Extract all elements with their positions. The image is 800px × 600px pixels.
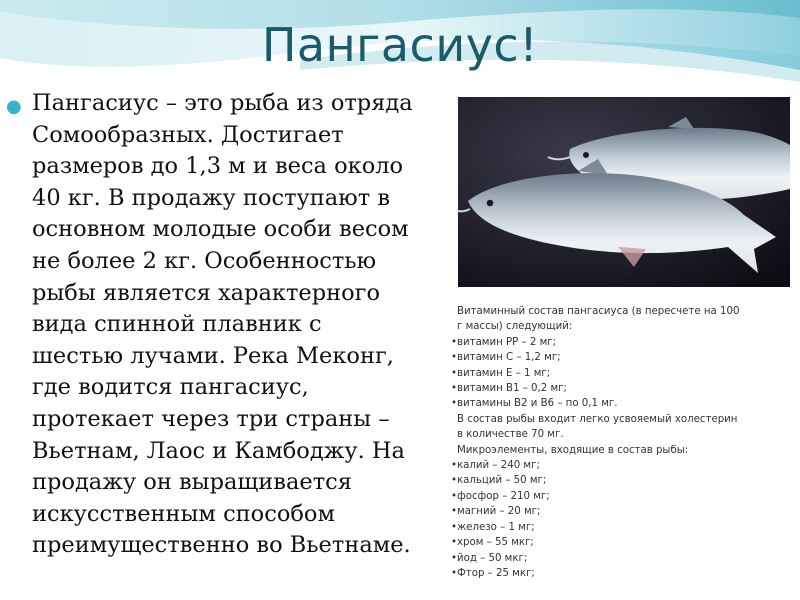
- main-paragraph-line: протекает через три страны –: [32, 405, 390, 432]
- composition-text-line: г массы) следующий:: [457, 321, 573, 333]
- main-paragraph-line: основном молодые особи весом: [32, 216, 409, 243]
- main-paragraph-line: Вьетнам, Лаос и Камбоджу. На: [32, 437, 405, 464]
- composition-list-item: •Фтор – 25 мкг;: [451, 567, 535, 579]
- composition-list-item: •витамин РР – 2 мг;: [451, 336, 557, 348]
- main-paragraph-line: размеров до 1,3 м и веса около: [32, 153, 404, 180]
- slide-title: Пангасиус!: [261, 18, 539, 72]
- main-paragraph-line: рыбы является характерного: [32, 279, 381, 306]
- composition-list-item: •витамин Е – 1 мг;: [451, 367, 551, 379]
- composition-text-line: в количестве 70 мг.: [457, 429, 564, 441]
- composition-list-item: •железо – 1 мг;: [451, 521, 535, 533]
- main-paragraph-line: преимущественно во Вьетнаме.: [32, 532, 411, 559]
- main-paragraph-line: искусственным способом: [32, 500, 335, 527]
- main-paragraph-line: где водится пангасиус,: [32, 374, 309, 401]
- main-paragraph-line: продажу он выращивается: [32, 469, 352, 496]
- composition-list-item: •калий – 240 мг;: [451, 460, 540, 472]
- composition-list-item: •витамины В2 и В6 – по 0,1 мг.: [451, 398, 618, 410]
- composition-list-item: •фосфор – 210 мг;: [451, 490, 550, 502]
- composition-text-line: Витаминный состав пангасиуса (в пересчете на 100: [457, 306, 740, 317]
- main-paragraph-line: шестью лучами. Река Меконг,: [32, 342, 394, 369]
- composition-text-line: В состав рыбы входит легко усвояемый холестерин: [457, 413, 738, 425]
- main-paragraph: [32, 88, 452, 562]
- composition-list-item: •йод – 50 мкг;: [451, 552, 528, 564]
- composition-list-item: •витамин В1 – 0,2 мг;: [451, 383, 567, 395]
- main-paragraph-line: 40 кг. В продажу поступают в: [32, 184, 391, 211]
- composition-list-item: •хром – 55 мкг;: [451, 537, 534, 549]
- main-paragraph-line: вида спинной плавник с: [32, 311, 322, 338]
- composition-list-item: •кальций – 50 мг;: [451, 475, 547, 487]
- pangasius-fish-photo: [458, 97, 790, 287]
- composition-list-item: •магний – 20 мг;: [451, 506, 541, 518]
- main-paragraph-line: не более 2 кг. Особенностью: [32, 247, 377, 274]
- vitamin-composition-text: [451, 304, 793, 581]
- composition-list-item: •витамин С – 1,2 мг;: [451, 352, 561, 364]
- composition-text-line: Микроэлементы, входящие в состав рыбы:: [457, 444, 689, 456]
- main-paragraph-line: Сомообразных. Достигает: [32, 121, 344, 148]
- main-paragraph-line: Пангасиус – это рыба из отряда: [32, 90, 413, 116]
- teal-circle-bullet-icon: ●: [6, 96, 22, 117]
